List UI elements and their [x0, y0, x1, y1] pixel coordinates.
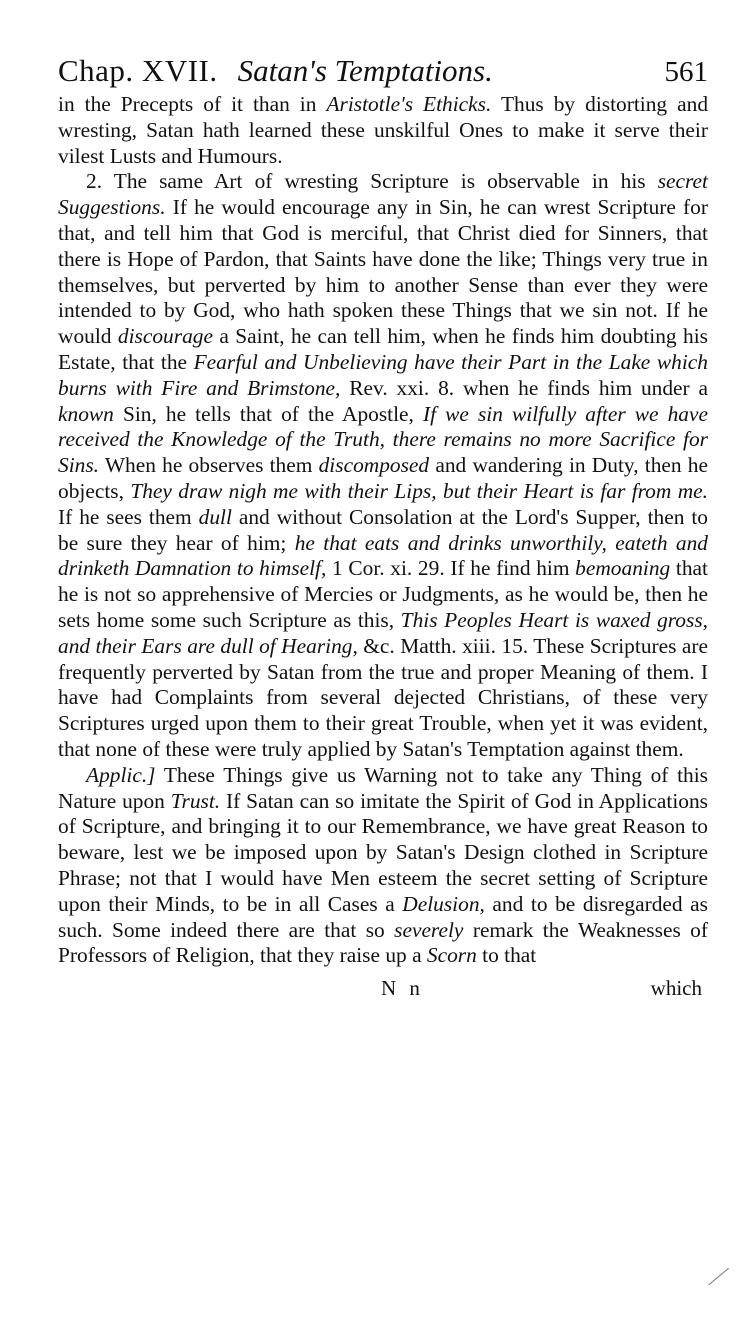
italic-text: Trust.	[170, 788, 221, 813]
italic-text: Scorn	[426, 943, 477, 968]
chapter-label: Chap. XVII.	[58, 53, 218, 88]
italic-text: They draw nigh me with their Lips, but their Heart is far from me.	[130, 478, 708, 503]
italic-text: he that eats and drinks unworthily, eateth and drinketh Damnation to himself,	[58, 530, 708, 581]
italic-text: discourage	[117, 324, 213, 349]
text-run: These Things give us Warning not to take any Thing of this Nature upon	[58, 762, 708, 813]
body-text	[58, 92, 708, 969]
text-run: and to be disregarded as such. Some indeed there are that so	[58, 891, 708, 942]
page-number: 561	[664, 56, 708, 88]
paragraph	[58, 92, 708, 169]
text-run: and without Consolation at the Lord's Supper, then to be sure they hear of him;	[58, 504, 708, 555]
italic-text: Aristotle's Ethicks.	[326, 92, 492, 116]
text-run: 2. The same Art of wresting Scripture is observable in his	[86, 169, 658, 194]
running-title: Satan's Temptations.	[237, 53, 493, 88]
signature-mark: N n	[381, 976, 424, 1001]
text-run: When he observes them	[99, 453, 319, 478]
text-run: Sin, he tells that of the Apostle,	[113, 401, 423, 426]
italic-text: bemoaning	[575, 556, 671, 581]
italic-text: Fearful and Unbelieving have their Part in the Lake which burns with Fire and Brimstone,	[58, 349, 708, 400]
book-page	[58, 50, 708, 1003]
italic-text: If we sin wilfully after we have received the Knowledge of the Truth, there remains no more Sacrifice for Sins.	[58, 401, 708, 478]
italic-text: known	[58, 401, 114, 426]
text-run: &c. Matth. xiii. 15. These Scriptures are frequently perverted by Satan from the true and proper Meaning of them. I have had Complaints from several dejected Christians, of these very Scriptures urged upon them to their great Trouble, when yet it was evident, that none of these were truly applied by Satan's Temptation against them.	[58, 633, 709, 761]
catchword: which	[650, 976, 702, 1001]
text-run: 1 Cor. xi. 29. If he find him	[326, 556, 576, 581]
text-run: to that	[476, 943, 537, 968]
text-run: If he would encourage any in Sin, he can wrest Scripture for that, and tell him that God is merciful, that Christ died for Sinners, that there is Hope of Pardon, that Saints have done the like; Things very true in themselves, but perverted by him to another Sense than ever they were intended to by God, who hath spoken these Things that we sin not. If he would	[58, 195, 708, 349]
text-run: a Saint, he can tell him, when he finds him doubting his Estate, that the	[58, 324, 708, 374]
italic-text: severely	[394, 917, 464, 942]
text-run: If he sees them	[58, 504, 199, 529]
italic-text: dull	[198, 504, 232, 529]
text-run: in the Precepts of it than in	[58, 92, 327, 116]
page-corner-fold	[708, 1268, 745, 1305]
paragraph	[58, 763, 708, 969]
italic-text: secret Suggestions.	[58, 169, 708, 220]
page-footer	[58, 973, 708, 1003]
text-run: and wandering in Duty, then he objects,	[58, 453, 708, 503]
italic-text: discomposed	[318, 453, 430, 478]
italic-text: Delusion,	[402, 891, 485, 916]
italic-text: This Peoples Heart is waxed gross, and their Ears are dull of Hearing,	[58, 607, 708, 658]
text-run: Rev. xxi. 8. when he finds him under a	[340, 375, 709, 400]
running-header	[58, 50, 708, 92]
text-run: Thus by distorting and wresting, Satan hath learned these unskilful Ones to make it serve their vilest Lusts and Humours.	[58, 92, 709, 168]
paragraph	[58, 169, 708, 762]
text-run: If Satan can so imitate the Spirit of God in Applications of Scripture, and bringing it to our Remembrance, we have great Reason to beware, lest we be imposed upon by Satan's Design clothed in Scripture Phrase; not that I would have Men esteem the secret setting of Scripture upon their Minds, to be in all Cases a	[58, 788, 708, 916]
text-run: that he is not so apprehensive of Mercies or Judgments, as he would be, then he sets home some such Scripture as this,	[58, 556, 708, 632]
italic-text: Applic.]	[86, 762, 156, 787]
text-run: remark the Weaknesses of Professors of Religion, that they raise up a	[58, 917, 708, 968]
